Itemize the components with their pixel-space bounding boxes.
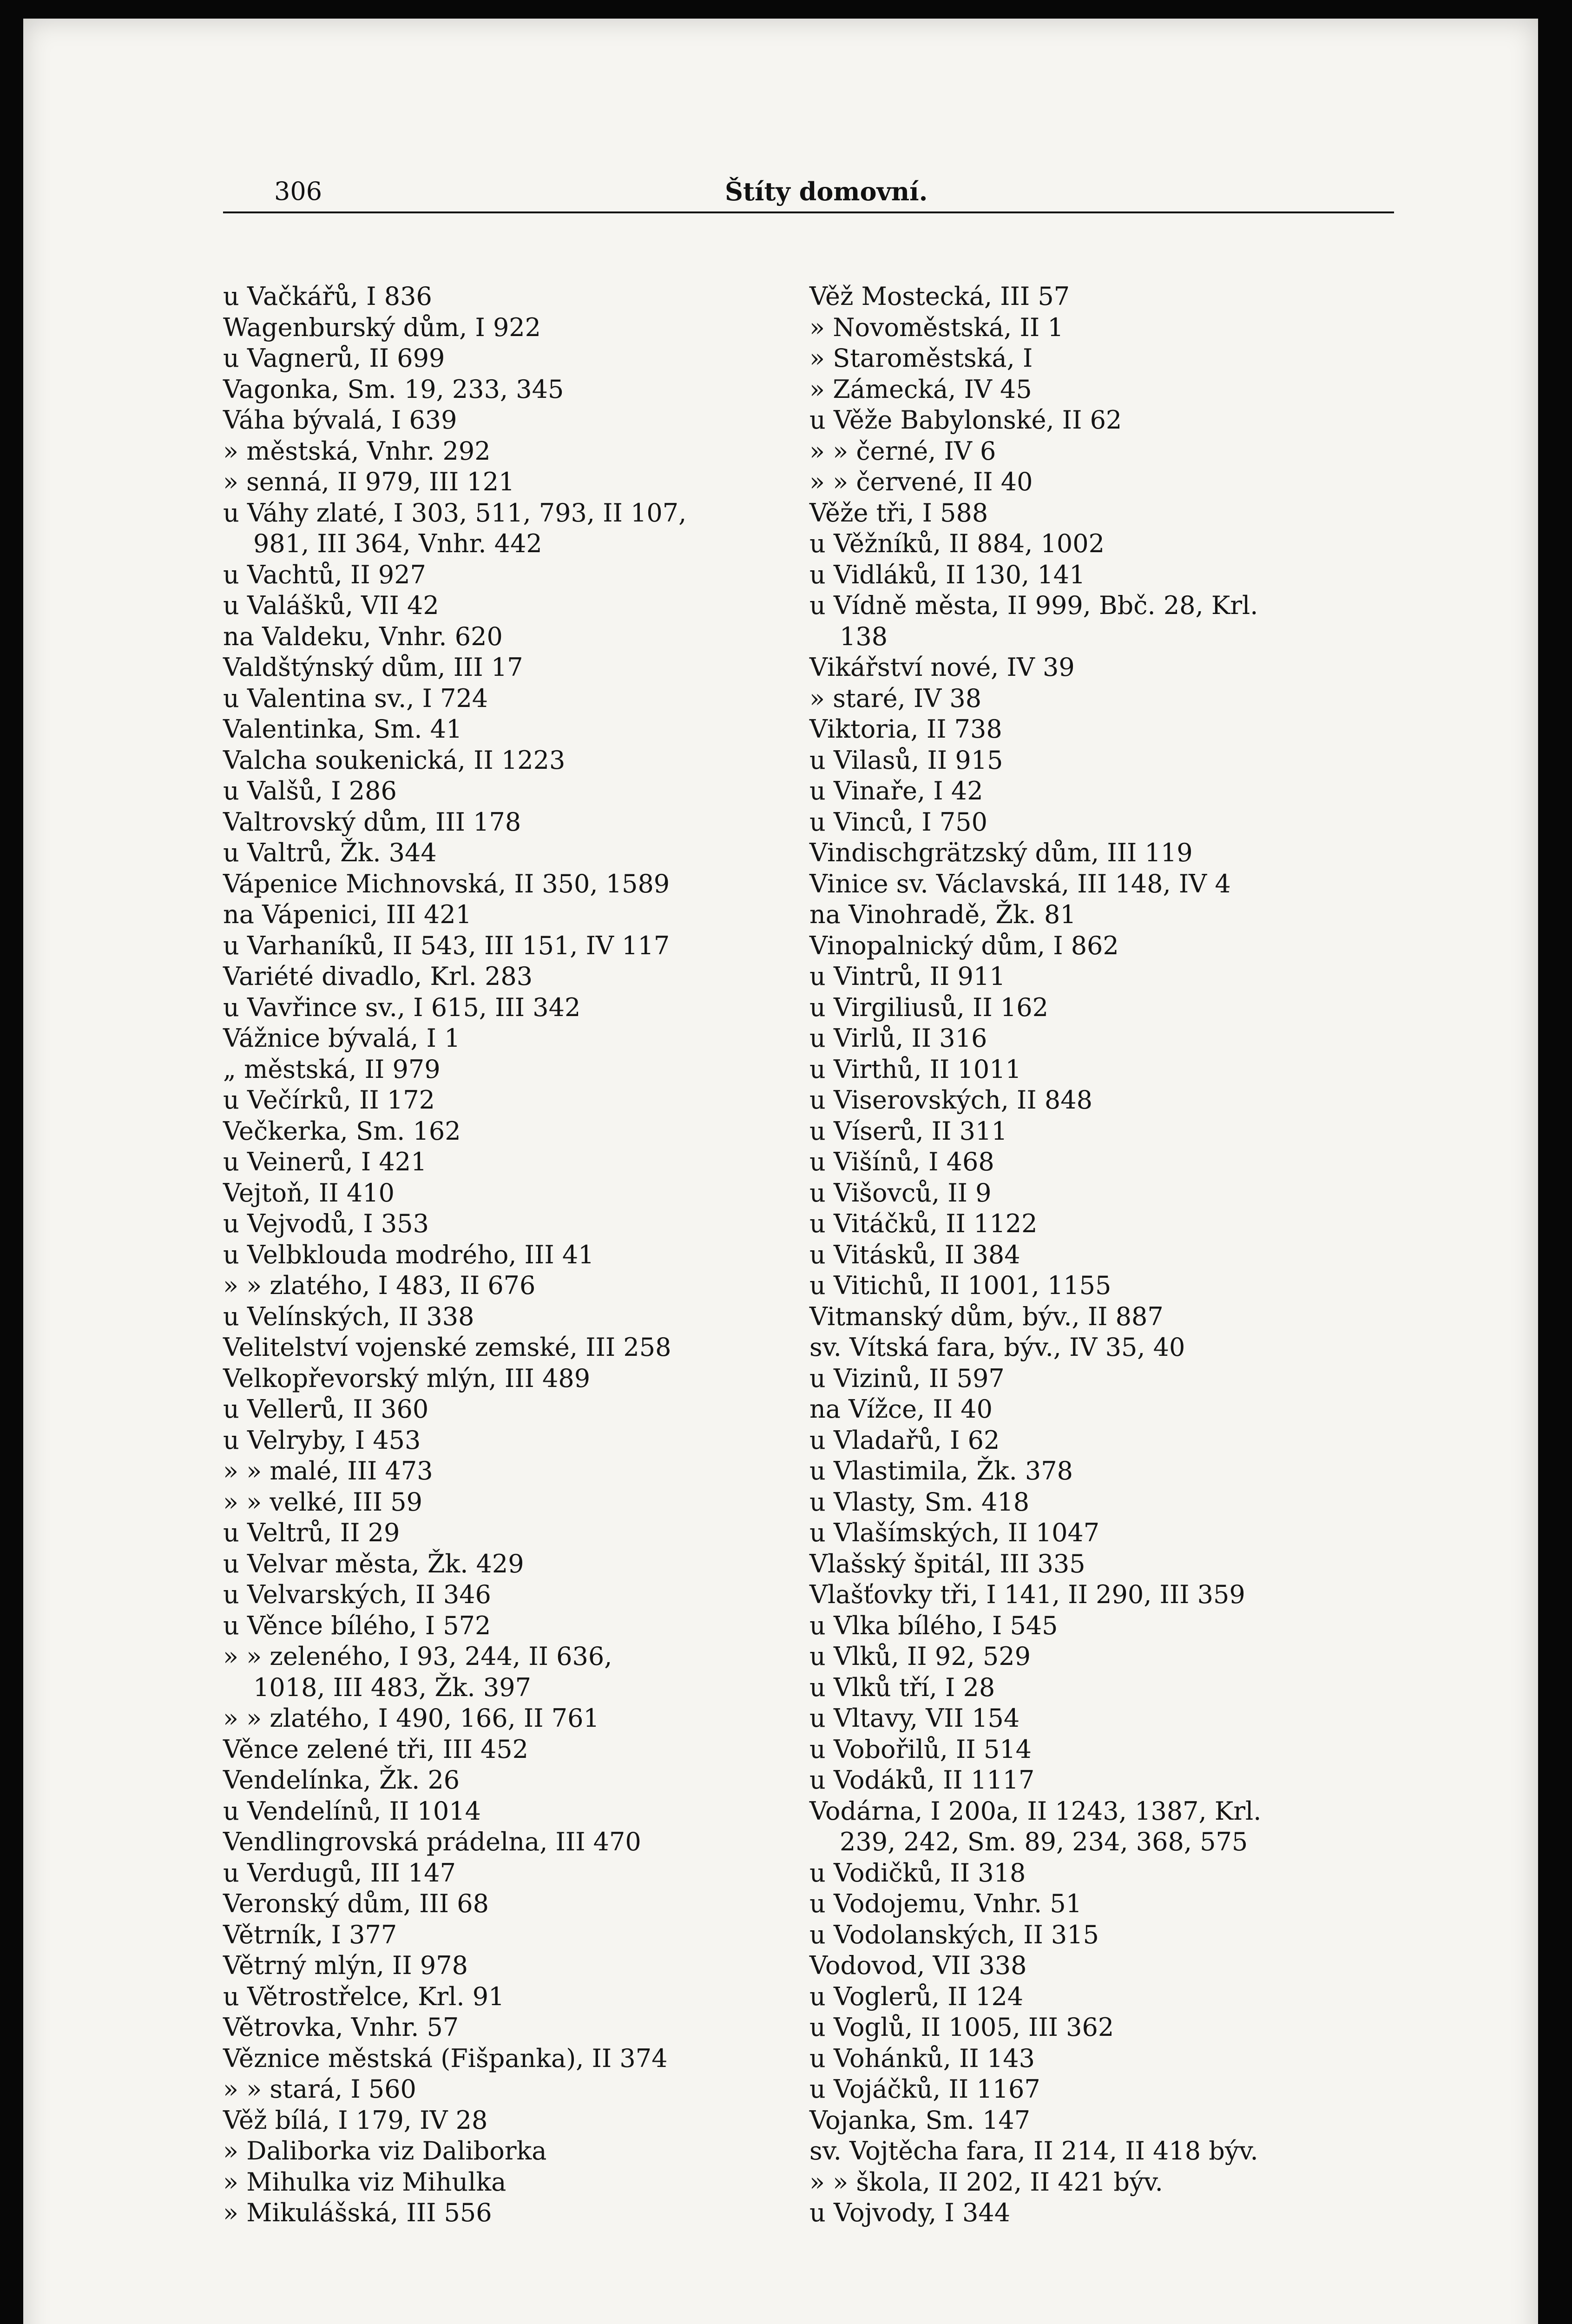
index-entry: » » zeleného, I 93, 244, II 636, (223, 1642, 612, 1671)
index-entry: » » zlatého, I 483, II 676 (223, 1271, 536, 1300)
index-entry: Větrný mlýn, II 978 (223, 1951, 468, 1980)
index-entry: Věznice městská (Fišpanka), II 374 (223, 2043, 668, 2073)
index-entry: Vejtoň, II 410 (223, 1178, 395, 1208)
index-entry: Valentinka, Sm. 41 (223, 714, 462, 744)
index-entry: u Vodojemu, Vnhr. 51 (809, 1889, 1082, 1918)
index-entry: u Vlků tří, I 28 (809, 1672, 995, 1702)
header-rule (223, 211, 1394, 213)
index-entry: Vendelínka, Žk. 26 (223, 1765, 460, 1795)
index-entry: u Vačkářů, I 836 (223, 282, 432, 311)
index-entry: » Zámecká, IV 45 (809, 374, 1032, 404)
index-entry: u Veinerů, I 421 (223, 1147, 427, 1176)
index-entry: u Vlastimila, Žk. 378 (809, 1456, 1073, 1486)
index-entry: u Větrostřelce, Krl. 91 (223, 1981, 505, 2011)
index-entry: Vendlingrovská prádelna, III 470 (223, 1827, 641, 1856)
index-entry: 1018, III 483, Žk. 397 (253, 1672, 531, 1702)
index-entry: Věž Mostecká, III 57 (809, 282, 1070, 311)
index-entry: u Velínských, II 338 (223, 1301, 474, 1331)
index-entry: u Věžníků, II 884, 1002 (809, 529, 1105, 558)
index-entry: Větrník, I 377 (223, 1920, 397, 1949)
index-entry: Valtrovský dům, III 178 (223, 807, 521, 837)
index-entry: na Valdeku, Vnhr. 620 (223, 621, 503, 651)
index-entry: u Valšů, I 286 (223, 776, 397, 805)
index-entry: Věže tři, I 588 (809, 498, 988, 528)
index-entry: u Vodičků, II 318 (809, 1858, 1026, 1888)
index-entry: u Valášků, VII 42 (223, 591, 439, 620)
index-entry: u Vendelínů, II 1014 (223, 1796, 481, 1826)
index-entry: Vagonka, Sm. 19, 233, 345 (223, 374, 564, 404)
index-entry: u Vitásků, II 384 (809, 1240, 1020, 1269)
index-entry: u Vintrů, II 911 (809, 962, 1006, 991)
index-entry: Vodárna, I 200a, II 1243, 1387, Krl. (809, 1796, 1262, 1826)
index-entry: Veronský dům, III 68 (223, 1889, 489, 1918)
page-number: 306 (274, 177, 322, 206)
index-entry: u Vitichů, II 1001, 1155 (809, 1271, 1112, 1300)
index-entry: u Verdugů, III 147 (223, 1858, 456, 1888)
index-entry: u Vobořilů, II 514 (809, 1734, 1032, 1764)
index-entry: u Veltrů, II 29 (223, 1518, 400, 1547)
index-entry: u Valtrů, Žk. 344 (223, 838, 437, 867)
index-entry: u Vlasty, Sm. 418 (809, 1487, 1030, 1517)
index-entry: u Vinců, I 750 (809, 807, 987, 837)
page-header (223, 178, 1394, 210)
index-entry: u Višínů, I 468 (809, 1147, 994, 1176)
index-entry: » » škola, II 202, II 421 býv. (809, 2167, 1163, 2197)
index-entry: u Voglů, II 1005, III 362 (809, 2013, 1114, 2042)
index-entry: u Vlašímských, II 1047 (809, 1518, 1100, 1547)
index-entry: Valcha soukenická, II 1223 (223, 745, 566, 775)
index-entry: » Daliborka viz Daliborka (223, 2136, 547, 2166)
index-entry: Velkopřevorský mlýn, III 489 (223, 1363, 591, 1393)
index-entry: u Velvar města, Žk. 429 (223, 1549, 524, 1578)
index-entry: » » červené, II 40 (809, 467, 1033, 496)
index-entry: na Vížce, II 40 (809, 1394, 993, 1424)
index-entry: u Váhy zlaté, I 303, 511, 793, II 107, (223, 498, 687, 528)
page-title: Štíty domovní. (725, 177, 928, 206)
index-entry: Viktoria, II 738 (809, 714, 1002, 744)
index-entry: Velitelství vojenské zemské, III 258 (223, 1333, 671, 1362)
index-entry: u Vitáčků, II 1122 (809, 1209, 1038, 1238)
index-entry: u Velvarských, II 346 (223, 1580, 491, 1609)
index-entry: Vodovod, VII 338 (809, 1951, 1027, 1980)
index-entry: Vážnice bývalá, I 1 (223, 1023, 460, 1053)
index-entry: » Novoměstská, II 1 (809, 312, 1064, 342)
index-entry: » senná, II 979, III 121 (223, 467, 515, 496)
index-entry: u Víserů, II 311 (809, 1116, 1007, 1146)
index-entry: u Vohánků, II 143 (809, 2043, 1035, 2073)
index-entry: Vojanka, Sm. 147 (809, 2105, 1031, 2135)
index-entry: Váha bývalá, I 639 (223, 405, 457, 435)
index-entry: u Vladařů, I 62 (809, 1425, 1000, 1455)
index-entry: u Vizinů, II 597 (809, 1363, 1005, 1393)
index-entry: na Vápenici, III 421 (223, 900, 472, 929)
index-entry: Vitmanský dům, býv., II 887 (809, 1301, 1164, 1331)
index-entry: u Voglerů, II 124 (809, 1981, 1024, 2011)
index-entry: Vlašský špitál, III 335 (809, 1549, 1085, 1578)
index-entry: u Varhaníků, II 543, III 151, IV 117 (223, 931, 670, 960)
index-entry: » » velké, III 59 (223, 1487, 423, 1517)
index-entry: Vinopalnický dům, I 862 (809, 931, 1119, 960)
index-entry: Věž bílá, I 179, IV 28 (223, 2105, 488, 2135)
index-entry: u Vachtů, II 927 (223, 560, 426, 589)
index-entry: Vinice sv. Václavská, III 148, IV 4 (809, 869, 1231, 898)
index-entry: u Vodolanských, II 315 (809, 1920, 1099, 1949)
index-entry: u Vejvodů, I 353 (223, 1209, 429, 1238)
index-entry: u Vellerů, II 360 (223, 1394, 429, 1424)
index-entry: » staré, IV 38 (809, 683, 982, 713)
index-entry: » Mikulášská, III 556 (223, 2198, 492, 2227)
index-entry: u Vidláků, II 130, 141 (809, 560, 1085, 589)
index-entry: sv. Vítská fara, býv., IV 35, 40 (809, 1333, 1185, 1362)
index-entry: „ městská, II 979 (223, 1054, 441, 1084)
index-entry: » » zlatého, I 490, 166, II 761 (223, 1703, 599, 1733)
index-entry: sv. Vojtěcha fara, II 214, II 418 býv. (809, 2136, 1258, 2166)
index-entry: Vápenice Michnovská, II 350, 1589 (223, 869, 670, 898)
index-entry: u Vídně města, II 999, Bbč. 28, Krl. (809, 591, 1258, 620)
index-entry: Vlašťovky tři, I 141, II 290, III 359 (809, 1580, 1245, 1609)
index-entry: u Vodáků, II 1117 (809, 1765, 1035, 1795)
index-entry: u Virthů, II 1011 (809, 1054, 1021, 1084)
index-entry: Valdštýnský dům, III 17 (223, 653, 523, 682)
index-entry: Variété divadlo, Krl. 283 (223, 962, 533, 991)
index-entry: u Vinaře, I 42 (809, 776, 983, 805)
index-entry: u Velbklouda modrého, III 41 (223, 1240, 594, 1269)
index-entry: u Vlků, II 92, 529 (809, 1642, 1031, 1671)
index-entry: Věnce zelené tři, III 452 (223, 1734, 529, 1764)
book-page (23, 19, 1538, 2324)
index-entry: u Viserovských, II 848 (809, 1085, 1092, 1115)
index-entry: u Vlka bílého, I 545 (809, 1611, 1058, 1640)
index-entry: u Věže Babylonské, II 62 (809, 405, 1122, 435)
index-entry: Wagenburský dům, I 922 (223, 312, 541, 342)
index-entry: 138 (840, 621, 888, 651)
index-entry: » městská, Vnhr. 292 (223, 436, 491, 466)
index-entry: Vindischgrätzský dům, III 119 (809, 838, 1193, 867)
index-entry: » » stará, I 560 (223, 2074, 416, 2104)
index-entry: » » malé, III 473 (223, 1456, 433, 1486)
index-entry: u Vilasů, II 915 (809, 745, 1003, 775)
index-entry: u Vojvody, I 344 (809, 2198, 1011, 2227)
index-entry: » Mihulka viz Mihulka (223, 2167, 506, 2197)
index-entry: u Valentina sv., I 724 (223, 683, 488, 713)
index-entry: Večkerka, Sm. 162 (223, 1116, 461, 1146)
index-entry: 981, III 364, Vnhr. 442 (253, 529, 542, 558)
index-entry: u Velryby, I 453 (223, 1425, 421, 1455)
index-entry: u Vltavy, VII 154 (809, 1703, 1020, 1733)
index-entry: » » černé, IV 6 (809, 436, 996, 466)
index-entry: u Vojáčků, II 1167 (809, 2074, 1040, 2104)
index-entry: » Staroměstská, I (809, 343, 1033, 373)
index-entry: 239, 242, Sm. 89, 234, 368, 575 (840, 1827, 1248, 1856)
index-entry: u Věnce bílého, I 572 (223, 1611, 491, 1640)
index-entry: u Večírků, II 172 (223, 1085, 435, 1115)
index-entry: u Vavřince sv., I 615, III 342 (223, 992, 581, 1022)
right-index-column (809, 281, 1395, 2229)
index-entry: na Vinohradě, Žk. 81 (809, 900, 1076, 929)
index-entry: Vikářství nové, IV 39 (809, 653, 1075, 682)
index-entry: u Višovců, II 9 (809, 1178, 992, 1208)
index-entry: Větrovka, Vnhr. 57 (223, 2013, 459, 2042)
left-index-column (223, 281, 809, 2229)
index-entry: u Virgiliusů, II 162 (809, 992, 1048, 1022)
index-entry: u Virlů, II 316 (809, 1023, 987, 1053)
index-entry: u Vagnerů, II 699 (223, 343, 445, 373)
